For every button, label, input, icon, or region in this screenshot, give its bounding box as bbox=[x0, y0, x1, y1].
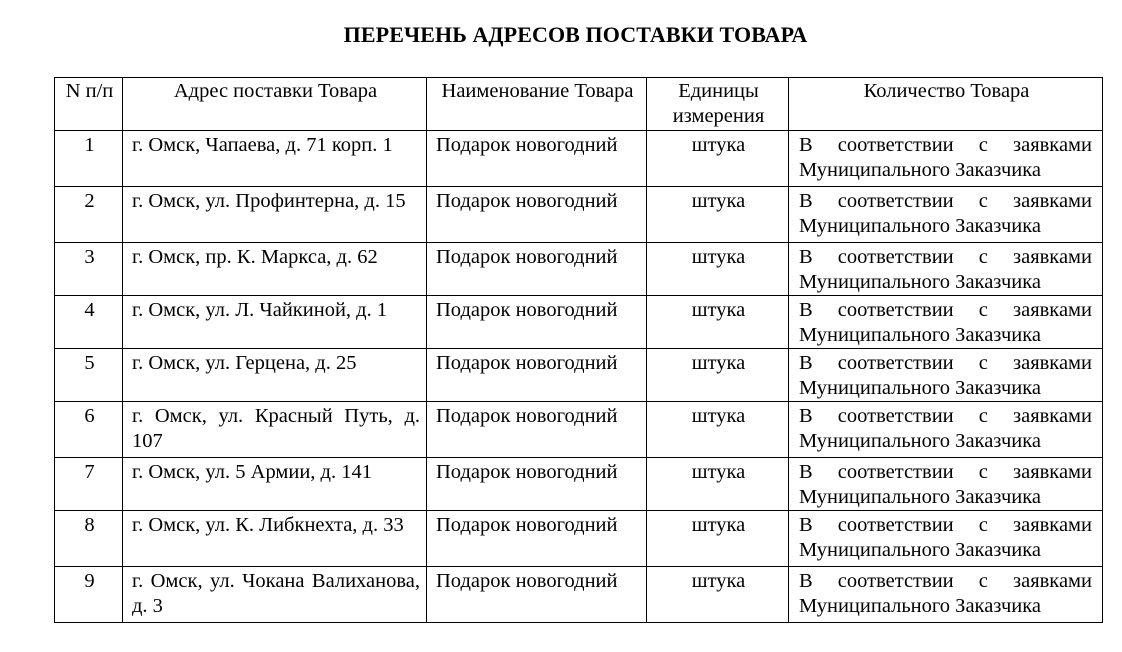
row-num: 7 bbox=[55, 458, 123, 511]
delivery-addresses-table bbox=[54, 77, 1103, 623]
row-quantity: В соответствии с заявками Муниципального Заказчика bbox=[789, 567, 1103, 623]
row-unit: штука bbox=[647, 349, 789, 402]
row-quantity: В соответствии с заявками Муниципального Заказчика bbox=[789, 349, 1103, 402]
row-address: г. Омск, пр. К. Маркса, д. 62 bbox=[123, 243, 427, 296]
row-unit: штука bbox=[647, 187, 789, 243]
row-name: Подарок новогодний bbox=[427, 402, 647, 458]
header-unit: Единицы измерения bbox=[647, 78, 789, 131]
row-name: Подарок новогодний bbox=[427, 458, 647, 511]
table-row bbox=[55, 511, 1103, 567]
row-quantity: В соответствии с заявками Муниципального Заказчика bbox=[789, 511, 1103, 567]
row-unit: штука bbox=[647, 296, 789, 349]
row-name: Подарок новогодний bbox=[427, 131, 647, 187]
table-row bbox=[55, 458, 1103, 511]
row-name: Подарок новогодний bbox=[427, 349, 647, 402]
header-quantity: Количество Товара bbox=[789, 78, 1103, 131]
table-row bbox=[55, 243, 1103, 296]
row-quantity: В соответствии с заявками Муниципального Заказчика bbox=[789, 131, 1103, 187]
row-address: г. Омск, ул. Л. Чайкиной, д. 1 bbox=[123, 296, 427, 349]
row-quantity: В соответствии с заявками Муниципального Заказчика bbox=[789, 402, 1103, 458]
row-name: Подарок новогодний bbox=[427, 243, 647, 296]
row-unit: штука bbox=[647, 458, 789, 511]
row-num: 3 bbox=[55, 243, 123, 296]
row-unit: штука bbox=[647, 567, 789, 623]
row-address: г. Омск, Чапаева, д. 71 корп. 1 bbox=[123, 131, 427, 187]
row-quantity: В соответствии с заявками Муниципального Заказчика bbox=[789, 296, 1103, 349]
row-address: г. Омск, ул. Красный Путь, д. 107 bbox=[123, 402, 427, 458]
row-num: 4 bbox=[55, 296, 123, 349]
row-address: г. Омск, ул. Профинтерна, д. 15 bbox=[123, 187, 427, 243]
table-row bbox=[55, 131, 1103, 187]
row-address: г. Омск, ул. К. Либкнехта, д. 33 bbox=[123, 511, 427, 567]
table-row bbox=[55, 567, 1103, 623]
row-num: 5 bbox=[55, 349, 123, 402]
row-quantity: В соответствии с заявками Муниципального Заказчика bbox=[789, 243, 1103, 296]
row-name: Подарок новогодний bbox=[427, 296, 647, 349]
row-quantity: В соответствии с заявками Муниципального Заказчика bbox=[789, 187, 1103, 243]
row-num: 9 bbox=[55, 567, 123, 623]
row-unit: штука bbox=[647, 402, 789, 458]
row-address: г. Омск, ул. 5 Армии, д. 141 bbox=[123, 458, 427, 511]
header-address: Адрес поставки Товара bbox=[123, 78, 427, 131]
table-row bbox=[55, 187, 1103, 243]
table-row bbox=[55, 402, 1103, 458]
header-num: N п/п bbox=[55, 78, 123, 131]
row-quantity: В соответствии с заявками Муниципального Заказчика bbox=[789, 458, 1103, 511]
document-title: ПЕРЕЧЕНЬ АДРЕСОВ ПОСТАВКИ ТОВАРА bbox=[343, 22, 808, 47]
row-num: 1 bbox=[55, 131, 123, 187]
table-row bbox=[55, 296, 1103, 349]
row-name: Подарок новогодний bbox=[427, 511, 647, 567]
row-address: г. Омск, ул. Чокана Валиханова, д. 3 bbox=[123, 567, 427, 623]
row-num: 2 bbox=[55, 187, 123, 243]
row-unit: штука bbox=[647, 511, 789, 567]
table-header-row bbox=[55, 78, 1103, 131]
row-name: Подарок новогодний bbox=[427, 187, 647, 243]
row-unit: штука bbox=[647, 243, 789, 296]
row-num: 8 bbox=[55, 511, 123, 567]
row-address: г. Омск, ул. Герцена, д. 25 bbox=[123, 349, 427, 402]
row-unit: штука bbox=[647, 131, 789, 187]
header-name: Наименование Товара bbox=[427, 78, 647, 131]
row-name: Подарок новогодний bbox=[427, 567, 647, 623]
table-row bbox=[55, 349, 1103, 402]
row-num: 6 bbox=[55, 402, 123, 458]
